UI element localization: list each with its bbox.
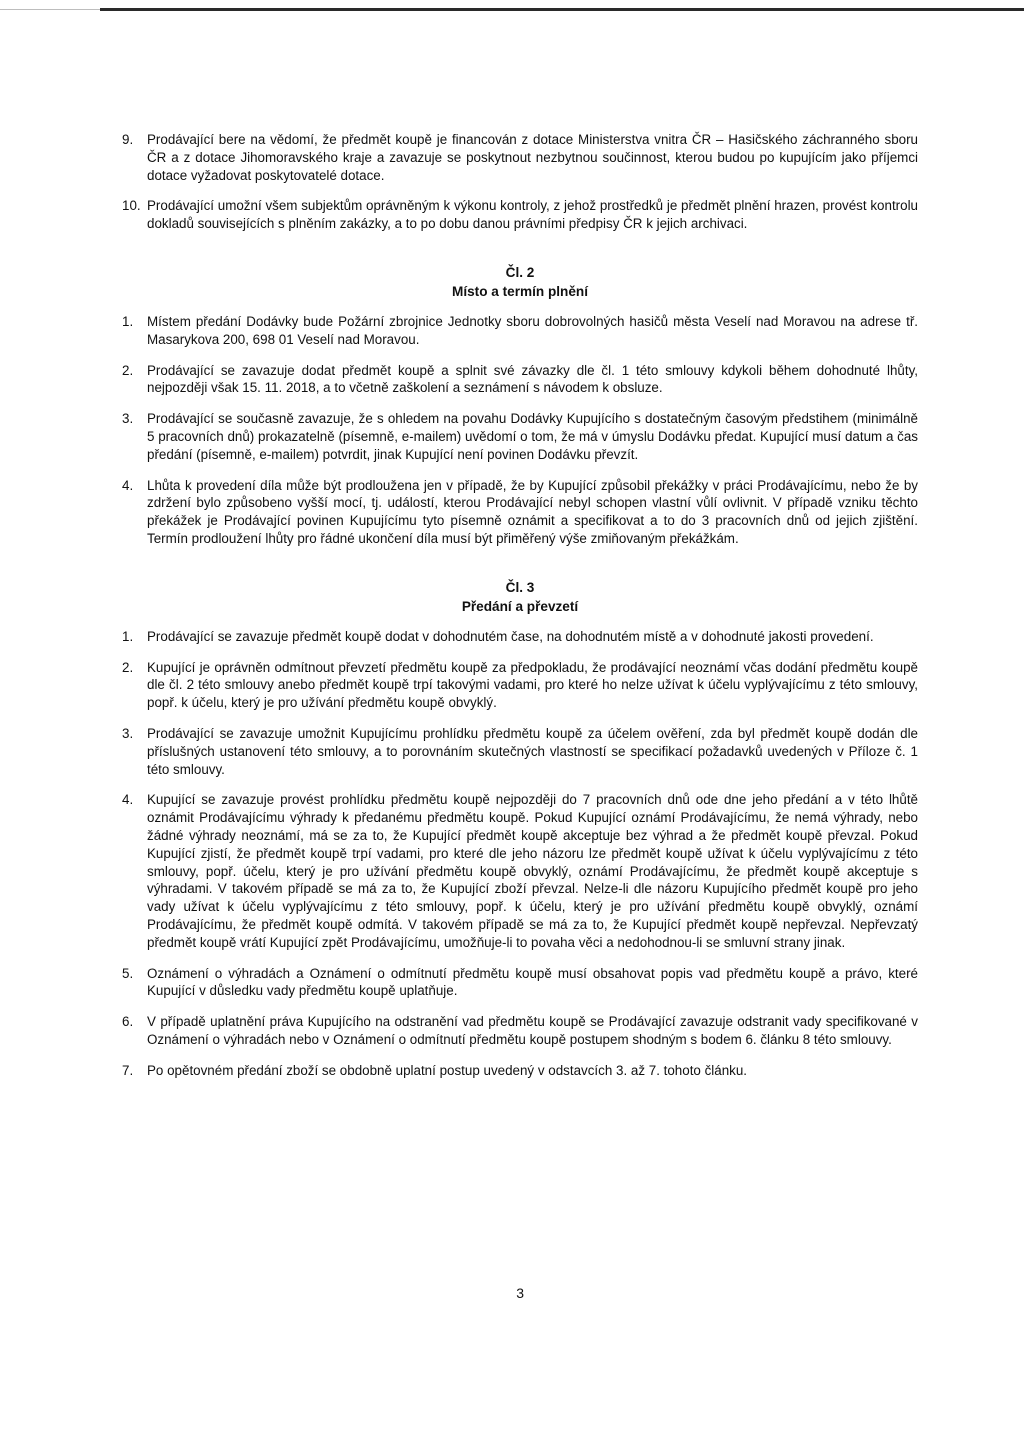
clause-text: Prodávající bere na vědomí, že předmět koupě je financován z dotace Ministerstva vnitra ČR – Hasičského záchranného sboru ČR a z dotace Jihomoravského kraje a zavazuje se poskytnout nezbytnou součinnost, kterou budou po kupujícím jako příjemci dotace vyžadovat poskytovatelé dotace. (147, 132, 918, 183)
clause-item (122, 965, 918, 1001)
clause-item (122, 131, 918, 184)
clause-text: Místem předání Dodávky bude Požární zbrojnice Jednotky sboru dobrovolných hasičů města Veselí nad Moravou na adrese tř. Masarykova 200, 698 01 Veselí nad Moravou. (147, 313, 918, 347)
clause-number: 9. (122, 132, 134, 147)
document-page (122, 131, 918, 1092)
clause-item (122, 659, 918, 712)
clause-number: 1. (122, 313, 134, 329)
clause-text: Prodávající se zavazuje předmět koupě dodat v dohodnutém čase, na dohodnutém místě a v dohodnuté jakosti provedení. (147, 628, 874, 644)
clause-text: Prodávající se současně zavazuje, že s ohledem na povahu Dodávky Kupujícího s dostatečným časovým předstihem (minimálně 5 pracovních dnů) prokazatelně (písemně, e-mailem) uvědomí o tom, že má v úmyslu Dodávku předat. Kupující musí datum a čas předání (písemně, e-mailem) potvrdit, jinak Kupující není povinen Dodávku převzít. (147, 411, 918, 462)
clause-number: 3. (122, 725, 134, 741)
clause-item (122, 725, 918, 778)
clause-item (122, 410, 918, 463)
clause-item (122, 197, 918, 233)
clause-number: 3. (122, 411, 134, 427)
page-number-footer (0, 1285, 1024, 1301)
section-number: Čl. 2 (505, 264, 535, 280)
clause-text: Prodávající umožní všem subjektům oprávněným k výkonu kontroly, z jehož prostředků je předmět plnění hrazen, provést kontrolu dokladů souvisejících s plněním zakázky, a to po dobu danou právními předpisy ČR k jejich archivaci. (147, 198, 918, 232)
section-heading (122, 578, 918, 616)
clause-text: Prodávající se zavazuje dodat předmět koupě a splnit své závazky dle čl. 1 této smlouvy kdykoli během dohodnuté lhůty, nejpozději však 15. 11. 2018, a to včetně zaškolení a seznámení s návodem k obsluze. (147, 362, 918, 396)
clause-text: Kupující je oprávněn odmítnout převzetí předmětu koupě za předpokladu, že prodávající neoznámí včas dodání předmětu koupě dle čl. 2 této smlouvy anebo předmět koupě trpí takovými vadami, pro které ho nelze užívat k účelu vyplývajícímu z této smlouvy, popř. k účelu, který je pro užívání předmětu koupě obvyklý. (147, 659, 918, 711)
clause-number: 2. (122, 362, 134, 378)
clause-number: 5. (122, 965, 134, 981)
clause-item (122, 362, 918, 398)
clause-item (122, 477, 918, 548)
clause-text: Lhůta k provedení díla může být prodloužena jen v případě, že by Kupující způsobil překážky v práci Prodávajícímu, nebo že by zdržení bylo způsobeno vyšší mocí, tj. událostí, kterou Prodávající nebyl schopen vlastní vůlí ovlivnit. V případě vzniku těchto překážek je Prodávající povinen Kupujícímu tyto písemně oznámit a specifikovat a to do 3 pracovních dnů od jejich zjištění. Termín prodloužení lhůty pro řádné ukončení díla musí být přiměřený výše zmiňovaným překážkám. (147, 477, 918, 546)
clause-text: Kupující se zavazuje provést prohlídku předmětu koupě nejpozději do 7 pracovních dnů ode dne jeho předání a v této lhůtě oznámit Prodávajícímu výhrady k předanému předmětu koupě. Pokud Kupující oznámí Prodávajícímu, že nemá výhrady, nebo žádné výhrady neoznámí, má se za to, že Kupující předmět koupě akceptuje bez výhrad a že předmět koupě převzal. Pokud Kupující zjistí, že předmět koupě trpí vadami, pro které dle jeho názoru lze předmět koupě užívat k účelu vyplývajícímu z této smlouvy, popř. účelu, který je pro užívání předmětu koupě obvyklý, oznámí Prodávajícímu, že předmět koupě akceptuje s výhradami. V takovém případě se má za to, že Kupující zboží převzal. Nelze-li dle názoru Kupujícího předmět koupě pro jeho vady užívat k účelu vyplývajícímu z této smlouvy, popř. k účelu, který je pro užívání předmětu koupě obvyklý, oznámí Prodávajícímu, že předmět koupě odmítá. V takovém případě se má za to, že Kupující předmět koupě nepřevzal. Nepřevzatý předmět koupě vrátí Kupující zpět Prodávajícímu, umožňuje-li to povaha věci a nedohodnou-li se smluvní strany jinak. (147, 792, 918, 950)
clause-item (122, 313, 918, 349)
section-number: Čl. 3 (505, 579, 535, 595)
clause-text: Po opětovném předání zboží se obdobně uplatní postup uvedený v odstavcích 3. až 7. tohoto článku. (147, 1062, 748, 1078)
clause-item (122, 628, 918, 646)
clause-number: 6. (122, 1014, 134, 1030)
section-title: Místo a termín plnění (452, 283, 588, 299)
scan-edge-fade (0, 9, 100, 10)
section-heading (122, 263, 918, 301)
clause-number: 10. (122, 198, 141, 214)
clause-number: 4. (122, 792, 134, 808)
clause-number: 4. (122, 477, 134, 493)
section-title: Předání a převzetí (461, 598, 579, 614)
clause-item (122, 1062, 918, 1080)
clause-number: 2. (122, 659, 134, 675)
clause-text: V případě uplatnění práva Kupujícího na odstranění vad předmětu koupě se Prodávající zavazuje odstranit vady specifikované v Oznámení o výhradách nebo v Oznámení o odmítnutí předmětu koupě postupem shodným s bodem 6. článku 8 této smlouvy. (147, 1014, 918, 1047)
scan-top-border (100, 8, 1024, 11)
clause-item (122, 1013, 918, 1049)
clause-text: Oznámení o výhradách a Oznámení o odmítnutí předmětu koupě musí obsahovat popis vad předmětu koupě a právo, které Kupující v důsledku vady předmětu koupě uplatňuje. (147, 965, 918, 999)
clause-item (122, 791, 918, 951)
clause-text: Prodávající se zavazuje umožnit Kupujícímu prohlídku předmětu koupě za účelem ověření, zda byl předmět koupě dodán dle příslušných ustanovení této smlouvy, a to porovnáním skutečných vlastností se specifikací požadavků uvedených v Příloze č. 1 této smlouvy. (147, 725, 918, 777)
clause-number: 1. (122, 628, 134, 644)
clause-number: 7. (122, 1062, 134, 1078)
page-number: 3 (516, 1285, 524, 1301)
